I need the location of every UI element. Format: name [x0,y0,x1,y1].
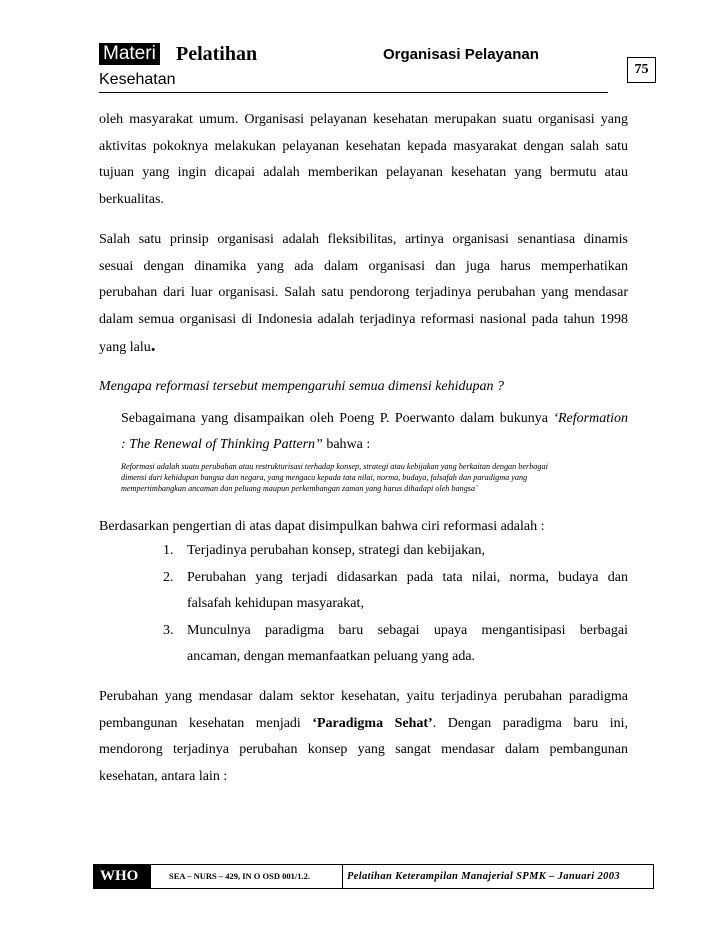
page-number: 75 [627,57,656,83]
list-item-number: 2. [163,569,174,585]
paragraph-2-line: sesuai dengan dinamika yang ada dalam organisasi dan juga harus memperhatikan [99,258,628,274]
citation-line-1 [121,406,628,432]
list-item [163,538,628,565]
paragraph-1 [99,107,628,213]
paragraph-2-last-text: yang lalu [99,340,151,355]
citation [121,406,628,458]
header-materi-label: Materi [99,43,160,65]
paragraph-3 [99,684,628,790]
paragraph-1-line: berkualitas. [99,191,164,207]
paradigma-sehat-term: ‘Paradigma Sehat’ [312,715,433,731]
header-divider [99,92,608,93]
citation-line-2 [121,432,628,458]
who-label: WHO [94,865,151,888]
citation-title-part-1: ‘Reformation [553,411,628,426]
paragraph-1-line: tujuan yang ingin dicapai adalah memberikan pelayanan kesehatan yang bermutu atau [99,165,628,180]
list-item-line: ancaman, dengan memanfaatkan peluang yang ada. [187,649,476,664]
citation-suffix: bahwa : [322,437,371,452]
list-item-line: Munculnya paradigma baru sebagai upaya mengantisipasi berbagai [187,622,628,638]
list-item-line: Perubahan yang terjadi didasarkan pada tata nilai, norma, budaya dan [187,569,628,585]
paragraph-3-line [99,711,628,738]
paragraph-3-prefix: pembangunan kesehatan menjadi [99,715,313,731]
header-pelatihan-label: Pelatihan [176,43,258,65]
conclusion-intro-text: Berdasarkan pengertian di atas dapat disimpulkan bahwa ciri reformasi adalah : [99,519,545,534]
question-heading: Mengapa reformasi tersebut mempengaruhi semua dimensi kehidupan ? [99,379,505,394]
list-item [163,618,628,671]
list-item [163,565,628,618]
document-code: SEA – NURS – 429, IN O OSD 001/1.2. [169,871,310,881]
reformasi-characteristics-list [163,538,628,671]
paragraph-2-period: . [150,335,156,356]
citation-title-part-2: : The Renewal of Thinking Pattern” [121,437,323,452]
paragraph-1-line: oleh masyarakat umum. Organisasi pelayanan kesehatan merupakan suatu organisasi yang [99,112,628,127]
quote-line: Reformasi adalah suatu perubahan atau restrukturisasi terhadap konsep, strategi atau kebijakan yang berkaitan dengan berbagai [121,462,548,471]
reformasi-definition-quote [121,461,628,494]
paragraph-1-line: aktivitas pokoknya melakukan pelayanan kesehatan kepada masyarakat dengan salah satu [99,138,628,154]
paragraph-3-line: kesehatan, antara lain : [99,768,228,784]
header-kesehatan-label: Kesehatan [99,71,176,88]
list-item-number: 1. [163,543,174,558]
list-item-line: falsafah kehidupan masyarakat, [187,596,364,611]
paragraph-2-last-line [99,333,628,362]
quote-line: dimensi dari kehidupan bangsa dan negara, yang mengacu kepada tata nilai, norma, budaya, falsafah dan paradigma yang [121,473,528,482]
quote-line: mempertimbangkan ancaman dan peluang maupun perkembangan zaman yang harus dihadapi oleh bangsa` [121,484,478,493]
paragraph-3-line: mendorong terjadinya perubahan konsep yang sangat mendasar dalam pembangunan [99,742,628,757]
page-footer [93,864,654,889]
paragraph-3-suffix: . Dengan paradigma baru ini, [432,715,628,731]
list-item-number: 3. [163,622,174,638]
footer-divider [342,865,343,888]
paragraph-2-line: dalam semua organisasi di Indonesia adalah terjadinya reformasi nasional pada tahun 1998 [99,311,628,327]
header-organisasi-title: Organisasi Pelayanan [383,46,539,63]
paragraph-2-line: perubahan dari luar organisasi. Salah satu pendorong terjadinya perubahan yang mendasar [99,285,628,300]
paragraph-2 [99,227,628,362]
paragraph-2-line: Salah satu prinsip organisasi adalah fleksibilitas, artinya organisasi senantiasa dinamis [99,232,628,247]
list-item-line: Terjadinya perubahan konsep, strategi dan kebijakan, [187,543,485,558]
training-title: Pelatihan Keterampilan Manajerial SPMK – Januari 2003 [347,871,620,882]
citation-prefix: Sebagaimana yang disampaikan oleh Poeng P. Poerwanto dalam bukunya [121,411,554,426]
conclusion-intro [99,514,628,541]
paragraph-3-line: Perubahan yang mendasar dalam sektor kesehatan, yaitu terjadinya perubahan paradigma [99,689,628,704]
